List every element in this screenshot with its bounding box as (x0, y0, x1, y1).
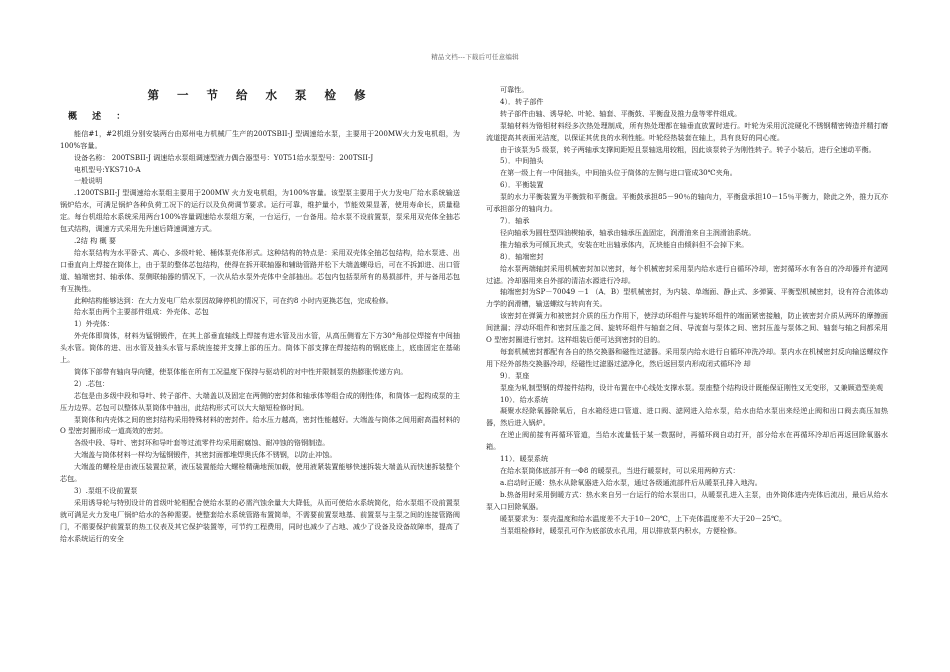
left-paragraph: 筒体下部带有轴向导向键，使泵体能在所有工况温度下保持与驱动机的对中性并限制泵的热膨胀传递方向。 (74, 366, 408, 376)
right-paragraph: 9）．泵座 (500, 370, 530, 380)
left-paragraph: 各级中段、导叶、密封环和导叶套等过流零件均采用耐腐蚀、耐冲蚀的铬钢制造。 (74, 438, 330, 448)
left-paragraph: .2结 构 概 要 (74, 235, 116, 245)
right-paragraph: 转子部件由轴、诱导轮、叶轮、轴套、平衡鼓、平衡盘及推力盘等零件组成。 (500, 108, 742, 118)
left-paragraph: .1200TSBII-J 型调速给水泵组主要用于200MW 火力发电机组，为100%容量。该型泵主要用于火力发电厂给水系统输送锅炉给水，可满足锅炉各种负荷工况下的运行以及负荷调节要求。运行可靠，维护量小，节能效果显著，使用寿命长，质量稳定。每台机组给水系统采用两台100%容量调速给水泵组方案，一台运行，一台备用。给水泵不设前置泵，泵采用双壳体全抽芯包式结构，调速方式采用先升速后降速调速方式。 (60, 188, 460, 234)
right-column (486, 84, 888, 536)
right-paragraph: 10）．给水系统 (500, 394, 549, 404)
left-paragraph: 芯包是由多级中段和导叶、转子部件、大端盖以及固定在两侧的密封体和轴承体等组合成的刚性体，和筒体一起构成泵的主压力边界。芯包可以整体从泵筒体中抽出，此结构形式可以大大缩短检修时间。 (60, 390, 460, 412)
left-paragraph: 能信#1，#2机组分别安装两台由郑州电力机械厂生产的200TSBII-J 型调速给水泵，主要用于200MW火力发电机组，为100%容量。 (60, 128, 460, 150)
right-paragraph: 5）．中间抽头 (500, 156, 544, 166)
left-paragraph: 3）.泵组不设前置泵 (74, 486, 138, 495)
left-paragraph: 给水泵由两个主要部件组成：外壳体、芯包 (74, 307, 209, 317)
right-paragraph: 在逆止阀前接有再循环管道，当给水流量低于某一数据时，再循环阀自动打开，部分给水在再循环冷却后再返回除氧器水箱。 (486, 430, 888, 452)
right-paragraph: b.热备用时采用倒暖方式：热水来自另一台运行的给水泵出口，从暖泵孔进入主泵，由外筒体进内壳体后流出，最后从给水泵入口回除氧器。 (486, 489, 888, 511)
right-paragraph: 暖泵要求为：泵壳温度和给水温度差不大于10－20℃，上下壳体温度差不大于20－25℃。 (500, 513, 787, 523)
right-paragraph: 泵轴材料为铬钼材料经多次热处理制成，所有热处理都在轴垂直放置时进行。叶轮为采用沉淀硬化不锈钢精密铸造并精打磨流道提高其表面光洁度，以保证其优良的水利性能。叶轮经热装套在轴上，具有良好的同心度。 (486, 120, 888, 142)
right-paragraph: 给水泵两端轴封采用机械密封加以密封，每个机械密封采用泵内给水进行自循环冷却，密封循环水有各自的冷却器并有滤网过滤。冷却器用来自外部的清洁水源进行冷却。 (486, 263, 888, 285)
right-paragraph: 7）．轴承 (500, 215, 530, 225)
left-paragraph: 泵筒体和内壳体之间的密封结构采用特殊材料的密封件。给水压力越高，密封性能越好。大端盖与筒体之间用耐高温材料的O 型密封圈形成一道高效的密封。 (60, 414, 460, 436)
left-paragraph: 大端盖与筒体材料一样均为锰钢锻件，其密封面都堆焊奥氏体不锈钢，以防止冲蚀。 (74, 450, 337, 460)
right-paragraph: 泵座为轧制型钢的焊接件结构，设计布置在中心线处支撑水泵。泵座整个结构设计既能保证刚性又无变形，又兼顾造型美观 (500, 382, 884, 392)
right-paragraph: a.启动时正暖：热水从除氧器进入给水泵，通过各级通流部件后从暖泵孔排入地沟。 (500, 477, 762, 487)
left-paragraph: 此种结构能够达到：在大力发电厂给水泵因故障停机的情况下，可在约8 小时内更换芯包，完成检修。 (74, 295, 393, 305)
left-paragraph: 大端盖的螺栓是由液压装置拉紧，液压装置能给大螺栓精确地预加载，使用液紧装置能够快速拆装大端盖从而快速拆装整个芯包。 (60, 462, 460, 484)
right-paragraph: 由于该泵为5 级泵，转子两轴承支撑间距短且泵轴选用较粗，因此该泵转子为刚性转子。转子小装后，进行全速动平衡。 (500, 144, 876, 154)
left-paragraph: 采用诱导轮与特别设计的首级叶轮相配合使给水泵的必需汽蚀余量大大降低，从而可使给水系统简化，给水泵组不设前置泵就可满足火力发电厂锅炉给水的各种需要。使整套给水系统管路布置简单，不需要前置泵地基、前置泵与主泵之间的连接管路阀门，不需要保护前置泵的热工仪表及其它保护装置等，可节约工程费用，同时也减少了占地、减少了设备及设备故障率，提高了给水系统运行的安全 (60, 497, 460, 543)
right-paragraph: 每套机械密封都配有各自的热交换器和磁性过滤器。采用泵内给水进行自循环冲洗冷却。泵内水在机械密封反向输送螺纹作用下经外部热交换器冷却，经磁性过滤器过滤净化，然后返回泵内形成闭式循环冷 却 (486, 346, 888, 368)
right-paragraph: 泵的水力平衡装置为平衡鼓和平衡盘。平衡鼓承担85－90％的轴向力，平衡盘承担10－15％平衡力，除此之外，推力瓦亦可承担部分的轴向力。 (486, 192, 888, 214)
left-paragraph: 电机型号:YKS710-A (74, 164, 141, 174)
right-paragraph: 在给水泵筒体底部开有一Φ8 的暖泵孔，当进行暖泵时，可以采用两种方式： (500, 466, 740, 475)
right-paragraph: 8）．轴端密封 (500, 251, 544, 261)
right-paragraph: 可靠性。 (500, 85, 529, 94)
left-paragraph: 一般说明 (74, 176, 103, 186)
left-paragraph: 设备名称： 200TSBII-J 调速给水泵组调速型液力偶合器型号：Y0T51给水泵型号：200TSII-J (74, 152, 374, 162)
right-paragraph: 4）．转子部件 (500, 96, 544, 106)
page-watermark: 精品文档---下载后可任意编辑 (431, 53, 519, 61)
right-paragraph: 11）．暖泵系统 (500, 454, 549, 464)
right-paragraph: 该密封在弹簧力和被密封介质的压力作用下，使浮动环组件与旋转环组件的端面紧密接触，防止被密封介质从两环的摩擦面间泄漏；浮动环组件和密封压盖之间、旋转环组件与轴套之间、导流套与泵体之间、密封压盖与泵体之间、轴套与轴之间都采用O 型密封圈进行密封。这样组装后便可达到密封的目的。 (486, 311, 888, 345)
overview-heading: 概 述 ： (68, 111, 132, 122)
right-paragraph: 径向轴承为圆柱型四油楔轴承，轴承由轴承压盖固定，润滑油来自主润滑油系统。 (500, 227, 756, 237)
section-title: 第 一 节 给 水 泵 检 修 (147, 88, 373, 102)
right-paragraph: 凝聚水经除氧器除氧后，自水箱经进口管道、进口阀、滤网进入给水泵，给水由给水泵出来经逆止阀和出口阀去高压加热器，然后进入锅炉。 (486, 406, 888, 428)
left-body (60, 128, 460, 545)
right-paragraph: 6）．平衡装置 (500, 180, 544, 190)
right-paragraph: 推力轴承为可倾瓦块式，安装在吐出轴承体内，瓦块能自由倾斜但不会掉下来。 (500, 239, 749, 249)
right-paragraph: 在第一级上有一中间抽头，中间抽头位于筒体的左侧与进口管成30℃夹角。 (500, 168, 737, 178)
right-paragraph: 轴端密封为SP－70049 －1 （A．B）型机械密封，为内装、单端面、静止式、多弹簧、平衡型机械密封，设有符合流体动力学的润滑槽，输送螺纹与转向有关。 (486, 287, 888, 309)
left-column (60, 84, 460, 545)
left-paragraph: 2）.芯包： (74, 378, 110, 388)
left-paragraph: 给水泵结构为水平卧式、离心、多级叶轮、桶体泵壳体形式。这种结构的特点是：采用双壳体全抽芯包结构，给水泵进、出口垂直向上焊接在筒体上，由于泵的整体芯包结构，使得在拆开联轴器和辅助管路并松下大端盖螺母后，可在不拆卸进、出口管道、轴端密封、轴承体、泵侧联轴器的情况下，一次从给水泵外壳体中全部抽出。芯包内包括泵所有的易损部件，并与备用芯包有互换性。 (60, 247, 460, 293)
right-paragraph: 当泵组检修时，暖泵孔可作为底部放水孔用，用以排放泵内积水，方便检修。 (500, 525, 742, 535)
right-body (486, 84, 888, 536)
left-paragraph: 1）外壳体： (74, 319, 114, 329)
left-paragraph: 外壳体即筒体，材料为锰钢锻件，在其上部垂直轴线上焊接有进水管及出水管，从高压侧看左下方30°角部位焊接有中间抽头水管。筒体的进、出水管及抽头水管与系统连接并支撑上部的压力。筒体下部支撑在焊接结构的钢底座上，底座固定在基础上。 (60, 331, 460, 365)
